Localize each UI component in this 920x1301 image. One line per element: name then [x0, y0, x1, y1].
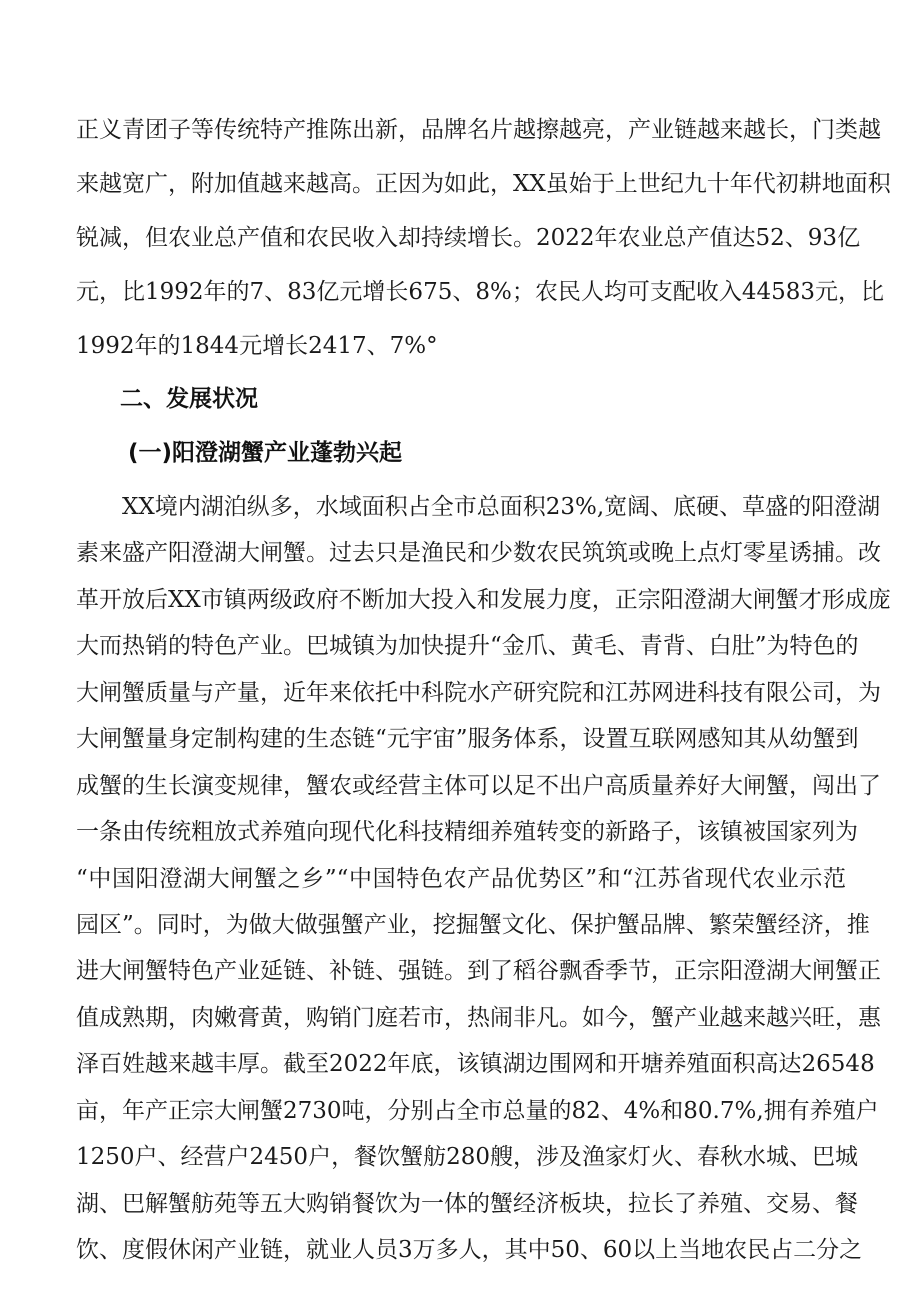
paragraph-line: 进大闸蟹特色产业延链、补链、强链。到了稻谷飘香季节，正宗阳澄湖大闸蟹正 — [76, 958, 881, 984]
paragraph-line: “中国阳澄湖大闸蟹之乡”“中国特色农产品优势区”和“江苏省现代农业示范 — [76, 866, 846, 892]
paragraph-line: 湖、巴解蟹舫苑等五大购销餐饮为一体的蟹经济板块，拉长了养殖、交易、餐 — [76, 1191, 858, 1217]
paragraph-line: 亩，年产正宗大闸蟹2730吨，分别占全市总量的82、4%和80.7%,拥有养殖户 — [76, 1098, 879, 1124]
paragraph-line: 大闸蟹量身定制构建的生态链“元宇宙”服务体系，设置互联网感知其从幼蟹到 — [76, 726, 859, 752]
section-heading: 二、发展状况 — [120, 386, 258, 412]
paragraph-line: 大而热销的特色产业。巴城镇为加快提升“金爪、黄毛、青背、白肚”为特色的 — [76, 633, 859, 659]
paragraph-line: 元，比1992年的7、83亿元增长675、8%；农民人均可支配收入44583元，比 — [76, 279, 884, 305]
paragraph-line: 正义青团子等传统特产推陈出新，品牌名片越擦越亮，产业链越来越长，门类越 — [76, 117, 881, 143]
paragraph-line: 一条由传统粗放式养殖向现代化科技精细养殖转变的新路子，该镇被国家列为 — [76, 819, 858, 845]
paragraph-line: 泽百姓越来越丰厚。截至2022年底，该镇湖边围网和开塘养殖面积高达26548 — [76, 1051, 875, 1077]
paragraph-line: 大闸蟹质量与产量，近年来依托中科院水产研究院和江苏网进科技有限公司，为 — [76, 680, 881, 706]
paragraph-line: 1992年的1844元增长2417、7%° — [76, 333, 438, 359]
paragraph-line: 园区”。同时，为做大做强蟹产业，挖掘蟹文化、保护蟹品牌、繁荣蟹经济，推 — [76, 912, 870, 938]
paragraph-line: 革开放后XX市镇两级政府不断加大投入和发展力度，正宗阳澄湖大闸蟹才形成庞 — [76, 587, 891, 613]
paragraph-line: 值成熟期，肉嫩膏黄，购销门庭若市，热闹非凡。如今，蟹产业越来越兴旺，惠 — [76, 1005, 881, 1031]
paragraph-line: 锐减，但农业总产值和农民收入却持续增长。2022年农业总产值达52、93亿 — [76, 225, 861, 251]
paragraph-line: XX境内湖泊纵多，水域面积占全市总面积23%,宽阔、底硬、草盛的阳澄湖 — [122, 494, 881, 520]
paragraph-line: 成蟹的生长演变规律，蟹农或经营主体可以足不出户高质量养好大闸蟹，闯出了 — [76, 773, 881, 799]
subsection-heading: (一)阳澄湖蟹产业蓬勃兴起 — [128, 440, 403, 466]
paragraph-line: 饮、度假休闲产业链，就业人员3万多人，其中50、60以上当地农民占二分之 — [76, 1237, 863, 1263]
paragraph-line: 素来盛产阳澄湖大闸蟹。过去只是渔民和少数农民筑筑或晚上点灯零星诱捕。改 — [76, 540, 881, 566]
paragraph-line: 1250户、经营户2450户，餐饮蟹舫280艘，涉及渔家灯火、春秋水城、巴城 — [76, 1144, 858, 1170]
paragraph-line: 来越宽广，附加值越来越高。正因为如此，XX虽始于上世纪九十年代初耕地面积 — [76, 171, 891, 197]
